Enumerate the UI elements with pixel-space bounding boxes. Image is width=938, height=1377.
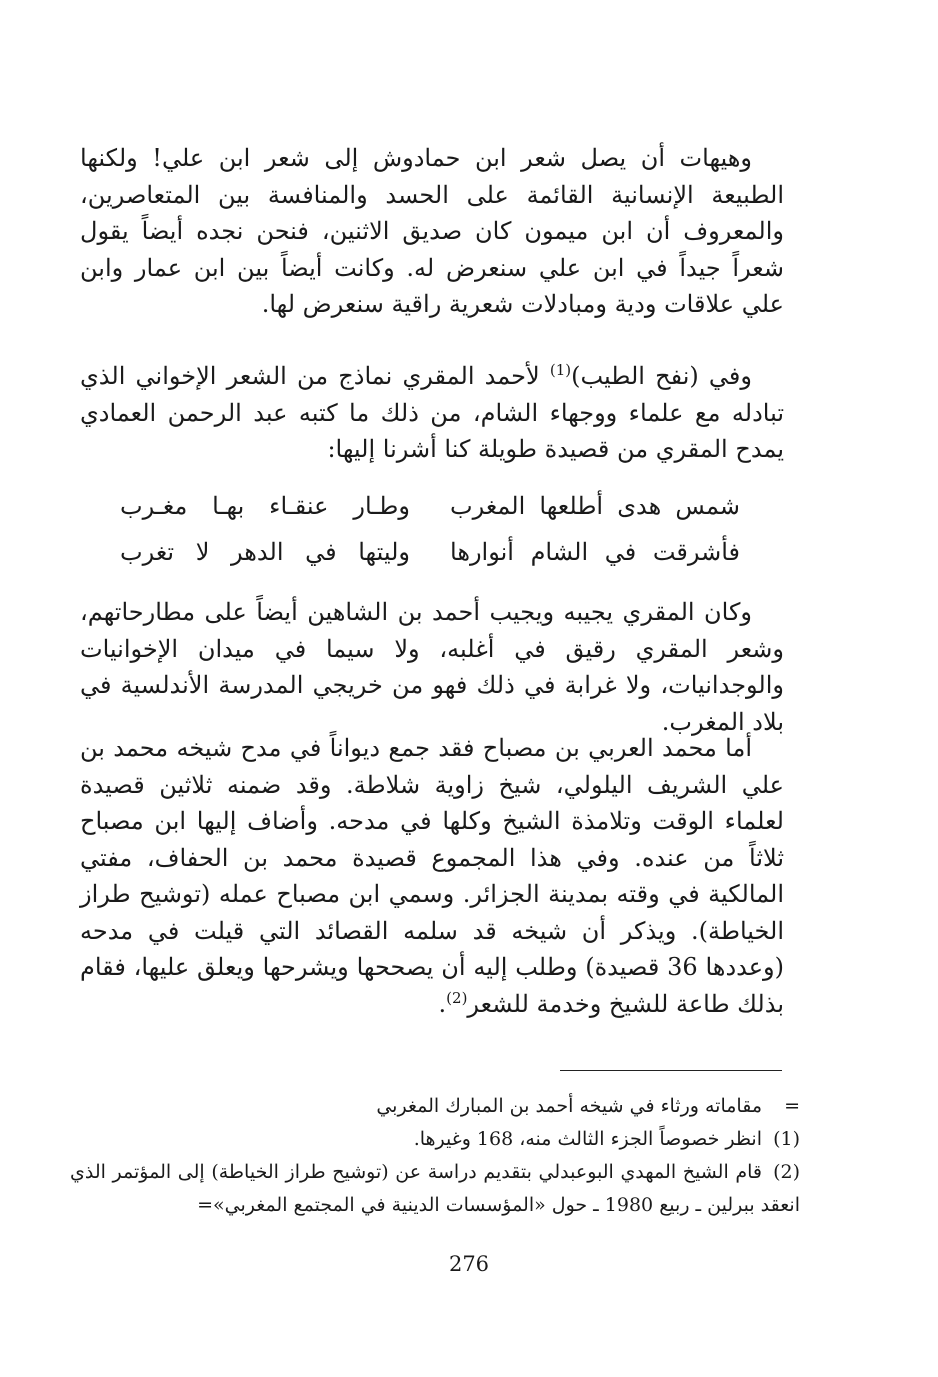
main-text-2 xyxy=(80,358,784,468)
verse-1-second-hemistich: وطـار عنقـاء بهـا مغـرب xyxy=(120,492,410,520)
footnote-1-mark: (1) xyxy=(773,1128,800,1150)
paragraph-4 xyxy=(80,730,784,1022)
footnote-1 xyxy=(70,1123,800,1156)
verse-line-1 xyxy=(120,492,740,532)
footnote-ref-1: (1) xyxy=(549,361,572,379)
paragraph-2-rest: لأحمد المقري نماذج من الشعر الإخواني الذي تبادله مع علماء ووجهاء الشام، من ذلك ما كتبه عبد الرحمن العمادي يمدح المقري من قصيدة طويلة كنا أشرنا إليها: xyxy=(80,362,784,463)
footnotes xyxy=(70,1090,800,1222)
main-text-4 xyxy=(80,730,784,1022)
paragraph-4-end: . xyxy=(438,989,447,1018)
footnote-separator xyxy=(560,1070,782,1071)
paragraph-2-start: وفي (نفح الطيب) xyxy=(571,362,752,390)
footnote-2-text: قام الشيخ المهدي البوعبدلي بتقديم دراسة عن (توشيح طراز الخياطة) إلى المؤتمر الذي انعقد ببرلين ـ ربيع 1980 ـ حول «المؤسسات الدينية في المجتمع المغربي»= xyxy=(70,1161,800,1216)
footnote-continuation xyxy=(70,1090,800,1123)
page-number: 276 xyxy=(448,1252,490,1276)
continuation-mark: = xyxy=(784,1095,800,1117)
paragraph-4-text: أما محمد العربي بن مصباح فقد جمع ديواناً في مدح شيخه محمد بن علي الشريف اليلولي، شيخ زاوية شلاطة. وقد ضمنه ثلاثين قصيدة لعلماء الوقت وتلامذة الشيخ وكلها في مدحه. وأضاف إليها ابن مصباح ثلاثاً من عنده. وفي هذا المجموع قصيدة محمد بن الحفاف، مفتي المالكية في وقته بمدينة الجزائر. وسمي ابن مصباح عمله (توشيح طراز الخياطة). ويذكر أن شيخه قد سلمه القصائد التي قيلت في مدحه (وعددها 36 قصيدة) وطلب إليه أن يصححها ويشرحها ويعلق عليها، فقام بذلك طاعة للشيخ وخدمة للشعر xyxy=(80,734,785,1018)
verse-2-first-hemistich: فأشرقت في الشام أنوارها xyxy=(450,538,740,566)
main-text xyxy=(80,140,784,323)
paragraph-2 xyxy=(80,358,784,468)
paragraph-1: وهيهات أن يصل شعر ابن حمادوش إلى شعر ابن علي! ولكنها الطبيعة الإنسانية القائمة على الحسد والمنافسة بين المتعاصرين، والمعروف أن ابن ميمون كان صديق الاثنين، فنحن نجده أيضاً يقول شعراً جيداً في ابن علي سنعرض له. وكانت أيضاً بين ابن عمار وابن علي علاقات ودية ومبادلات شعرية راقية سنعرض لها. xyxy=(80,144,784,318)
paragraph-3: وكان المقري يجيبه ويجيب أحمد بن الشاهين أيضاً على مطارحاتهم، وشعر المقري رقيق في أغلبه، ولا سيما في ميدان الإخوانيات والوجدانيات، ولا غرابة في ذلك فهو من خريجي المدرسة الأندلسية في بلاد المغرب. xyxy=(80,598,784,736)
footnote-ref-2: (2) xyxy=(446,988,468,1007)
verse-line-2 xyxy=(120,538,740,578)
footnote-2-mark: (2) xyxy=(773,1161,800,1183)
continuation-text: مقاماته ورثاء في شيخه أحمد بن المبارك المغربي xyxy=(376,1095,762,1117)
footnote-2 xyxy=(70,1156,800,1222)
verse-2-second-hemistich: وليتها في الدهر لا تغرب xyxy=(120,538,410,566)
footnote-1-text: انظر خصوصاً الجزء الثالث منه، 168 وغيرها. xyxy=(413,1128,762,1150)
main-text-3 xyxy=(80,594,784,740)
verse-1-first-hemistich: شمس هدى أطلعها المغرب xyxy=(450,492,740,520)
